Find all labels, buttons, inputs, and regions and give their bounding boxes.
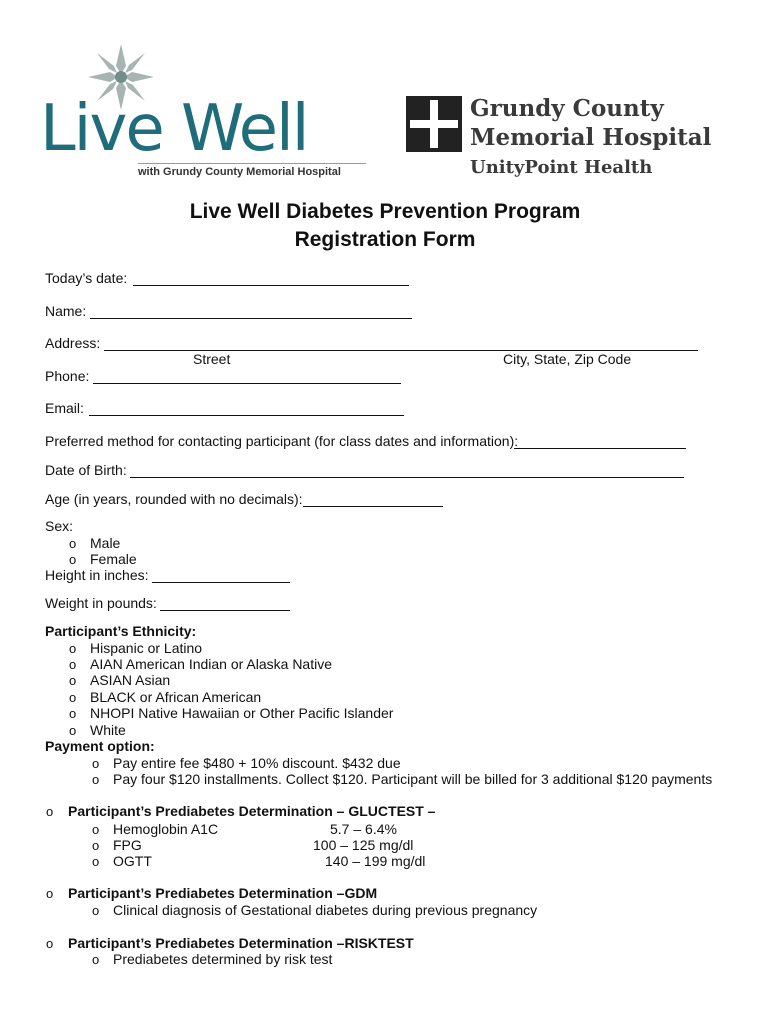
height-field[interactable] <box>152 582 290 583</box>
hospital-cross-icon <box>406 96 462 152</box>
gluctest-test-range: 140 – 199 mg/dl <box>325 853 426 869</box>
dob-label: Date of Birth: <box>45 462 127 478</box>
email-field[interactable] <box>89 415 404 416</box>
address-label: Address: <box>45 335 101 351</box>
gluctest-test-checkbox[interactable]: o <box>92 838 100 853</box>
ethnicity-option: BLACK or African American <box>90 689 262 705</box>
payment-option: Pay four $120 installments. Collect $120. Participant will be billed for 3 additional $120 payments <box>113 771 713 787</box>
weight-label: Weight in pounds: <box>45 595 157 611</box>
phone-field[interactable] <box>93 383 401 384</box>
sex-option-male: Male <box>90 535 121 551</box>
weight-field[interactable] <box>160 610 290 611</box>
ethnicity-checkbox[interactable]: o <box>69 641 77 656</box>
gluctest-test-name: FPG <box>113 837 142 853</box>
todays-date-field[interactable] <box>133 285 409 286</box>
city-state-zip-caption: City, State, Zip Code <box>503 351 632 367</box>
preferred-contact-field[interactable] <box>514 448 686 449</box>
ethnicity-checkbox[interactable]: o <box>69 690 77 705</box>
risktest-item: Prediabetes determined by risk test <box>113 951 333 967</box>
gluctest-test-name: Hemoglobin A1C <box>113 821 219 837</box>
sex-option-checkbox[interactable]: o <box>69 552 77 567</box>
ethnicity-option: ASIAN Asian <box>90 672 171 688</box>
ethnicity-checkbox[interactable]: o <box>69 706 77 721</box>
height-label: Height in inches: <box>45 567 149 583</box>
preferred-contact-label: Preferred method for contacting participant (for class dates and information): <box>45 433 519 449</box>
phone-label: Phone: <box>45 368 90 384</box>
sex-option-female: Female <box>90 551 137 567</box>
form-subtitle: Registration Form <box>294 228 476 251</box>
email-label: Email: <box>45 400 84 416</box>
risktest-item-checkbox[interactable]: o <box>92 952 100 967</box>
risktest-checkbox[interactable]: o <box>46 936 54 951</box>
dob-field[interactable] <box>130 477 684 478</box>
ethnicity-option: NHOPI Native Hawaiian or Other Pacific Islander <box>90 705 394 721</box>
payment-heading: Payment option: <box>45 738 155 754</box>
gdm-checkbox[interactable]: o <box>46 886 54 901</box>
gluctest-test-name: OGTT <box>113 853 152 869</box>
livewell-logo-text: Live Well <box>40 92 308 166</box>
payment-checkbox[interactable]: o <box>92 772 100 787</box>
ethnicity-option: White <box>90 722 126 738</box>
age-field[interactable] <box>303 506 443 507</box>
todays-date-label: Today’s date: <box>45 270 128 286</box>
risktest-heading: Participant’s Prediabetes Determination –RISKTEST <box>68 935 414 951</box>
ethnicity-heading: Participant’s Ethnicity: <box>45 623 197 639</box>
sex-label: Sex: <box>45 518 74 534</box>
ethnicity-option: Hispanic or Latino <box>90 640 203 656</box>
street-caption: Street <box>193 351 231 367</box>
gdm-heading: Participant’s Prediabetes Determination –GDM <box>68 885 378 901</box>
form-title: Live Well Diabetes Prevention Program <box>189 200 581 223</box>
gluctest-heading: Participant’s Prediabetes Determination – GLUCTEST – <box>68 803 436 819</box>
gluctest-test-checkbox[interactable]: o <box>92 822 100 837</box>
gluctest-test-checkbox[interactable]: o <box>92 854 100 869</box>
name-field[interactable] <box>90 318 412 319</box>
gdm-item: Clinical diagnosis of Gestational diabetes during previous pregnancy <box>113 902 538 918</box>
sex-option-checkbox[interactable]: o <box>69 536 77 551</box>
ethnicity-checkbox[interactable]: o <box>69 657 77 672</box>
gdm-item-checkbox[interactable]: o <box>92 903 100 918</box>
gluctest-test-range: 100 – 125 mg/dl <box>313 837 414 853</box>
payment-checkbox[interactable]: o <box>92 756 100 771</box>
ethnicity-checkbox[interactable]: o <box>69 723 77 738</box>
gluctest-test-range: 5.7 – 6.4% <box>330 821 397 837</box>
age-label: Age (in years, rounded with no decimals): <box>45 491 303 507</box>
ethnicity-option: AIAN American Indian or Alaska Native <box>90 656 333 672</box>
name-label: Name: <box>45 303 87 319</box>
ethnicity-checkbox[interactable]: o <box>69 673 77 688</box>
payment-option: Pay entire fee $480 + 10% discount. $432 due <box>113 755 401 771</box>
livewell-logo-subtitle: with Grundy County Memorial Hospital <box>138 166 341 178</box>
gluctest-checkbox[interactable]: o <box>46 804 54 819</box>
hospital-name-line2: Memorial Hospital <box>470 124 712 151</box>
hospital-name-line1: Grundy County <box>470 95 664 122</box>
hospital-network-name: UnityPoint Health <box>470 157 653 178</box>
